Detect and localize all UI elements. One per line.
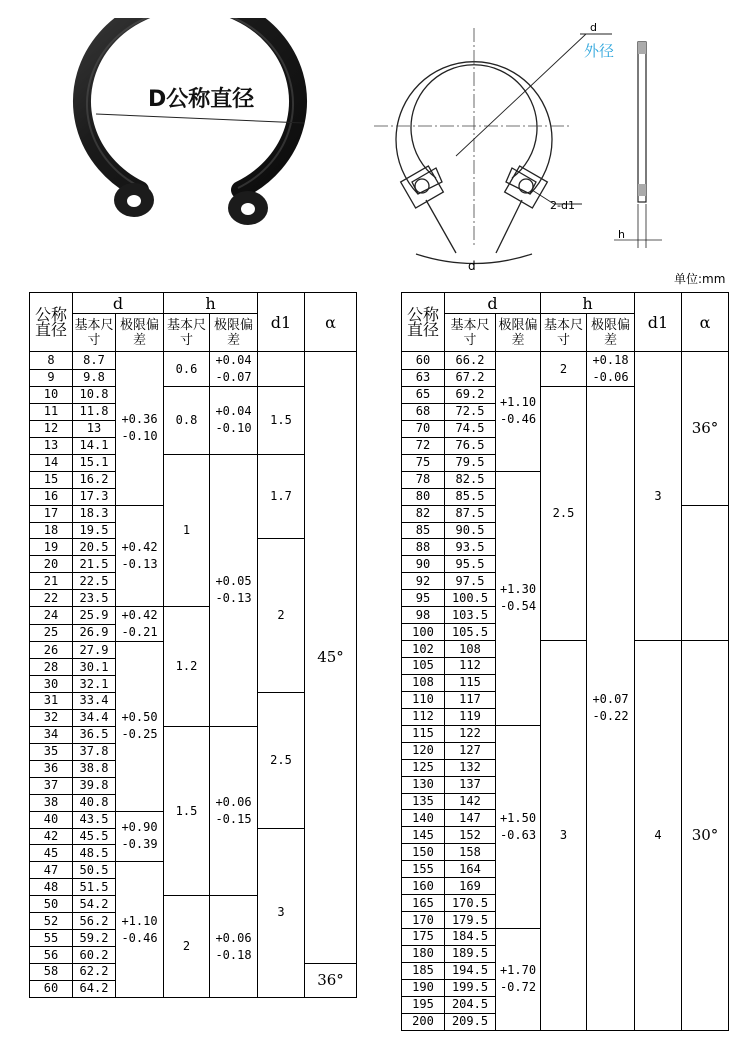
nominal-diameter-cell: 40 [30,811,73,828]
h-cell: 2.5 [541,387,587,641]
d-basic-cell: 59.2 [73,930,116,947]
nominal-diameter-cell: 140 [402,810,445,827]
unit-label: 单位:mm [674,272,726,286]
header-d: d [445,293,541,314]
nominal-diameter-cell: 15 [30,471,73,488]
d-basic-cell: 13 [73,420,116,437]
tolerance-lower: -0.06 [592,370,629,384]
nominal-diameter-cell: 60 [402,352,445,370]
d-basic-cell: 127 [445,742,496,759]
nominal-diameter-cell: 150 [402,844,445,861]
d-basic-cell: 164 [445,861,496,878]
nominal-diameter-cell: 58 [30,964,73,981]
alpha-cell [682,505,729,641]
d-tol-cell [116,811,164,862]
nominal-diameter-cell: 95 [402,590,445,607]
nominal-diameter-cell: 38 [30,794,73,811]
tolerance-upper: +0.42 [121,539,158,554]
d1-cell: 2 [258,539,305,693]
d-basic-cell: 51.5 [73,879,116,896]
nominal-diameter-cell: 22 [30,590,73,607]
d-basic-cell: 11.8 [73,403,116,420]
header-nominal: 公称直径 [30,293,73,352]
alpha-cell: 36° [305,964,357,998]
nominal-diameter-cell: 100 [402,624,445,641]
h-cell: 1 [164,454,210,606]
nominal-diameter-cell: 82 [402,505,445,522]
h-cell: 2 [164,896,210,998]
d-basic-cell: 23.5 [73,590,116,607]
nominal-diameter-cell: 12 [30,420,73,437]
d-basic-cell: 76.5 [445,437,496,454]
h-cell: 1.5 [164,726,210,895]
d-basic-cell: 37.8 [73,743,116,760]
d-tol-cell [116,642,164,811]
d-basic-cell: 64.2 [73,980,116,997]
nominal-diameter-cell: 180 [402,945,445,962]
d-basic-cell: 147 [445,810,496,827]
d-basic-cell: 142 [445,793,496,810]
d-basic-cell: 36.5 [73,726,116,743]
d-basic-cell: 10.8 [73,387,116,404]
nominal-diameter-cell: 17 [30,505,73,522]
nominal-diameter-cell: 98 [402,607,445,624]
d1-cell [258,352,305,387]
header-d1: d1 [258,293,305,352]
photo-label: D公称直径 [148,87,255,112]
tolerance-lower: -0.39 [121,837,158,852]
tolerance-upper: +0.04 [215,404,252,419]
tolerance-lower: -0.46 [499,412,537,427]
nominal-diameter-cell: 70 [402,420,445,437]
nominal-diameter-cell: 185 [402,962,445,979]
header-alpha: α [682,293,729,352]
nominal-diameter-cell: 47 [30,862,73,879]
d-basic-cell: 50.5 [73,862,116,879]
nominal-diameter-cell: 200 [402,1013,445,1030]
nominal-diameter-cell: 8 [30,352,73,370]
d-basic-cell: 15.1 [73,454,116,471]
d-basic-cell: 17.3 [73,488,116,505]
d-basic-cell: 112 [445,658,496,675]
table-row [402,641,729,658]
nominal-diameter-cell: 45 [30,845,73,862]
tolerance-lower: -0.46 [121,930,158,945]
d-basic-cell: 117 [445,691,496,708]
d-basic-cell: 132 [445,759,496,776]
d-basic-cell: 105.5 [445,624,496,641]
tolerance-lower: -0.54 [499,599,537,614]
d-basic-cell: 189.5 [445,945,496,962]
header-h: h [164,293,258,314]
drawing-d-top: d [590,21,597,34]
nominal-diameter-cell: 30 [30,676,73,693]
nominal-diameter-cell: 55 [30,930,73,947]
nominal-diameter-cell: 52 [30,913,73,930]
d-basic-cell: 74.5 [445,420,496,437]
nominal-diameter-cell: 108 [402,674,445,691]
d-basic-cell: 97.5 [445,573,496,590]
nominal-diameter-cell: 75 [402,454,445,471]
d-tol-cell [496,725,541,928]
d-basic-cell: 100.5 [445,590,496,607]
d-tol-cell [116,352,164,506]
tolerance-lower: -0.22 [592,709,629,724]
nominal-diameter-cell: 88 [402,539,445,556]
tolerance-upper: +0.36 [121,412,158,427]
h-tol-cell [210,387,258,455]
header-h-basic: 基本尺寸 [541,314,587,352]
d-basic-cell: 14.1 [73,437,116,454]
nominal-diameter-cell: 92 [402,573,445,590]
d-tol-cell [496,471,541,725]
d-basic-cell: 93.5 [445,539,496,556]
d-basic-cell: 38.8 [73,760,116,777]
tolerance-lower: -0.18 [215,947,252,962]
nominal-diameter-cell: 25 [30,624,73,642]
tolerance-lower: -0.72 [499,980,537,995]
d-basic-cell: 82.5 [445,471,496,488]
d-basic-cell: 199.5 [445,979,496,996]
nominal-diameter-cell: 26 [30,642,73,659]
header-d-basic: 基本尺寸 [73,314,116,352]
nominal-diameter-cell: 13 [30,437,73,454]
d-basic-cell: 103.5 [445,607,496,624]
d-basic-cell: 179.5 [445,912,496,929]
alpha-cell: 45° [305,352,357,964]
header-h: h [541,293,635,314]
nominal-diameter-cell: 105 [402,658,445,675]
tolerance-upper: +1.70 [499,963,537,978]
nominal-diameter-cell: 36 [30,760,73,777]
h-tol-cell [210,352,258,387]
d-basic-cell: 90.5 [445,522,496,539]
header-d: d [73,293,164,314]
d-tol-cell [116,862,164,998]
spec-table-left [29,292,357,998]
d-tol-cell [116,505,164,607]
header-h-tolerance: 极限偏差 [587,314,635,352]
tolerance-lower: -0.07 [215,370,252,384]
d-basic-cell: 40.8 [73,794,116,811]
d-basic-cell: 60.2 [73,947,116,964]
nominal-diameter-cell: 112 [402,708,445,725]
nominal-diameter-cell: 155 [402,861,445,878]
d1-cell: 1.7 [258,454,305,539]
d-basic-cell: 69.2 [445,387,496,404]
d-basic-cell: 30.1 [73,659,116,676]
d-basic-cell: 158 [445,844,496,861]
tolerance-lower: -0.13 [215,591,252,606]
header-d-tolerance: 极限偏差 [116,314,164,352]
nominal-diameter-cell: 102 [402,641,445,658]
nominal-diameter-cell: 9 [30,369,73,387]
d-basic-cell: 62.2 [73,964,116,981]
d-basic-cell: 20.5 [73,539,116,556]
tolerance-lower: -0.13 [121,556,158,571]
d-basic-cell: 108 [445,641,496,658]
d-basic-cell: 22.5 [73,573,116,590]
d-basic-cell: 184.5 [445,929,496,946]
nominal-diameter-cell: 68 [402,403,445,420]
d-basic-cell: 18.3 [73,505,116,522]
h-cell: 3 [541,641,587,1031]
d-basic-cell: 34.4 [73,709,116,726]
spec-table-right [401,292,729,1031]
tolerance-lower: -0.10 [215,421,252,436]
tolerance-upper: +1.10 [121,913,158,928]
tolerance-upper: +1.10 [499,395,537,410]
nominal-diameter-cell: 130 [402,776,445,793]
h-cell: 1.2 [164,607,210,727]
nominal-diameter-cell: 190 [402,979,445,996]
d-basic-cell: 16.2 [73,471,116,488]
d-basic-cell: 194.5 [445,962,496,979]
tolerance-lower: -0.63 [499,827,537,842]
nominal-diameter-cell: 11 [30,403,73,420]
circlip-drawing [372,18,682,273]
nominal-diameter-cell: 65 [402,387,445,404]
d-basic-cell: 56.2 [73,913,116,930]
d-basic-cell: 85.5 [445,488,496,505]
nominal-diameter-cell: 31 [30,693,73,710]
drawing-d-bottom: d [468,259,476,273]
header-d1: d1 [635,293,682,352]
nominal-diameter-cell: 50 [30,896,73,913]
nominal-diameter-cell: 125 [402,759,445,776]
nominal-diameter-cell: 14 [30,454,73,471]
d-basic-cell: 79.5 [445,454,496,471]
nominal-diameter-cell: 85 [402,522,445,539]
d-basic-cell: 122 [445,725,496,742]
nominal-diameter-cell: 24 [30,607,73,625]
d-basic-cell: 152 [445,827,496,844]
d-basic-cell: 43.5 [73,811,116,828]
h-tol-cell [210,454,258,726]
alpha-cell: 36° [682,352,729,506]
tolerance-upper: +1.50 [499,810,537,825]
nominal-diameter-cell: 32 [30,709,73,726]
nominal-diameter-cell: 21 [30,573,73,590]
d-basic-cell: 115 [445,674,496,691]
nominal-diameter-cell: 63 [402,369,445,387]
tolerance-upper: +0.06 [215,795,252,810]
d-basic-cell: 119 [445,708,496,725]
header-d-basic: 基本尺寸 [445,314,496,352]
d-tol-cell [496,352,541,472]
header-nominal: 公称直径 [402,293,445,352]
d-basic-cell: 54.2 [73,896,116,913]
nominal-diameter-cell: 10 [30,387,73,404]
drawing-outer-diameter: 外径 [584,42,615,60]
d-basic-cell: 27.9 [73,642,116,659]
d1-cell: 3 [635,352,682,641]
nominal-diameter-cell: 60 [30,980,73,997]
d1-cell: 2.5 [258,693,305,829]
d-basic-cell: 67.2 [445,369,496,387]
d-basic-cell: 204.5 [445,996,496,1013]
header-alpha: α [305,293,357,352]
d-basic-cell: 9.8 [73,369,116,387]
circlip-photo [70,18,320,243]
table-row [30,352,357,370]
nominal-diameter-cell: 48 [30,879,73,896]
d-basic-cell: 66.2 [445,352,496,370]
nominal-diameter-cell: 78 [402,471,445,488]
h-tol-cell [210,896,258,998]
h-cell: 0.6 [164,352,210,387]
h-cell: 0.8 [164,387,210,455]
nominal-diameter-cell: 145 [402,827,445,844]
nominal-diameter-cell: 170 [402,912,445,929]
nominal-diameter-cell: 34 [30,726,73,743]
nominal-diameter-cell: 20 [30,556,73,573]
tolerance-upper: +0.06 [215,930,252,945]
nominal-diameter-cell: 195 [402,996,445,1013]
d-basic-cell: 19.5 [73,522,116,539]
d-basic-cell: 25.9 [73,607,116,625]
tolerance-upper: +1.30 [499,582,537,597]
nominal-diameter-cell: 115 [402,725,445,742]
tolerance-upper: +0.18 [592,353,629,367]
header-d-tolerance: 极限偏差 [496,314,541,352]
nominal-diameter-cell: 35 [30,743,73,760]
d1-cell: 3 [258,828,305,997]
d-basic-cell: 95.5 [445,556,496,573]
d-basic-cell: 39.8 [73,777,116,794]
d-tol-cell [116,607,164,642]
d-basic-cell: 48.5 [73,845,116,862]
nominal-diameter-cell: 19 [30,539,73,556]
d-basic-cell: 170.5 [445,895,496,912]
nominal-diameter-cell: 37 [30,777,73,794]
tolerance-lower: -0.15 [215,812,252,827]
nominal-diameter-cell: 110 [402,691,445,708]
nominal-diameter-cell: 160 [402,878,445,895]
nominal-diameter-cell: 165 [402,895,445,912]
h-tol-cell [210,726,258,895]
d-basic-cell: 32.1 [73,676,116,693]
h-cell: 2 [541,352,587,387]
tolerance-upper: +0.07 [592,692,629,707]
header-h-basic: 基本尺寸 [164,314,210,352]
nominal-diameter-cell: 72 [402,437,445,454]
nominal-diameter-cell: 56 [30,947,73,964]
tolerance-lower: -0.25 [121,727,158,742]
d-basic-cell: 21.5 [73,556,116,573]
nominal-diameter-cell: 42 [30,828,73,845]
d-basic-cell: 169 [445,878,496,895]
d-basic-cell: 33.4 [73,693,116,710]
nominal-diameter-cell: 120 [402,742,445,759]
tolerance-upper: +0.04 [215,353,252,367]
tolerance-lower: -0.10 [121,429,158,444]
alpha-cell: 30° [682,641,729,1031]
nominal-diameter-cell: 135 [402,793,445,810]
nominal-diameter-cell: 175 [402,929,445,946]
d-basic-cell: 26.9 [73,624,116,642]
d-basic-cell: 45.5 [73,828,116,845]
nominal-diameter-cell: 16 [30,488,73,505]
tolerance-upper: +0.90 [121,820,158,835]
d-basic-cell: 72.5 [445,403,496,420]
d1-cell: 4 [635,641,682,1031]
tolerance-upper: +0.50 [121,710,158,725]
nominal-diameter-cell: 18 [30,522,73,539]
drawing-h-label: h [618,228,625,241]
d-basic-cell: 209.5 [445,1013,496,1030]
nominal-diameter-cell: 90 [402,556,445,573]
d-basic-cell: 87.5 [445,505,496,522]
d1-cell: 1.5 [258,387,305,455]
d-tol-cell [496,929,541,1031]
tolerance-upper: +0.42 [121,608,158,623]
drawing-hole-label: 2-d1 [550,199,575,212]
d-basic-cell: 8.7 [73,352,116,370]
tolerance-upper: +0.05 [215,574,252,589]
nominal-diameter-cell: 80 [402,488,445,505]
header-h-tolerance: 极限偏差 [210,314,258,352]
h-tol-cell [587,352,635,387]
table-row [402,352,729,370]
tolerance-lower: -0.21 [121,625,158,640]
d-basic-cell: 137 [445,776,496,793]
nominal-diameter-cell: 28 [30,659,73,676]
h-tol-cell [587,387,635,1031]
